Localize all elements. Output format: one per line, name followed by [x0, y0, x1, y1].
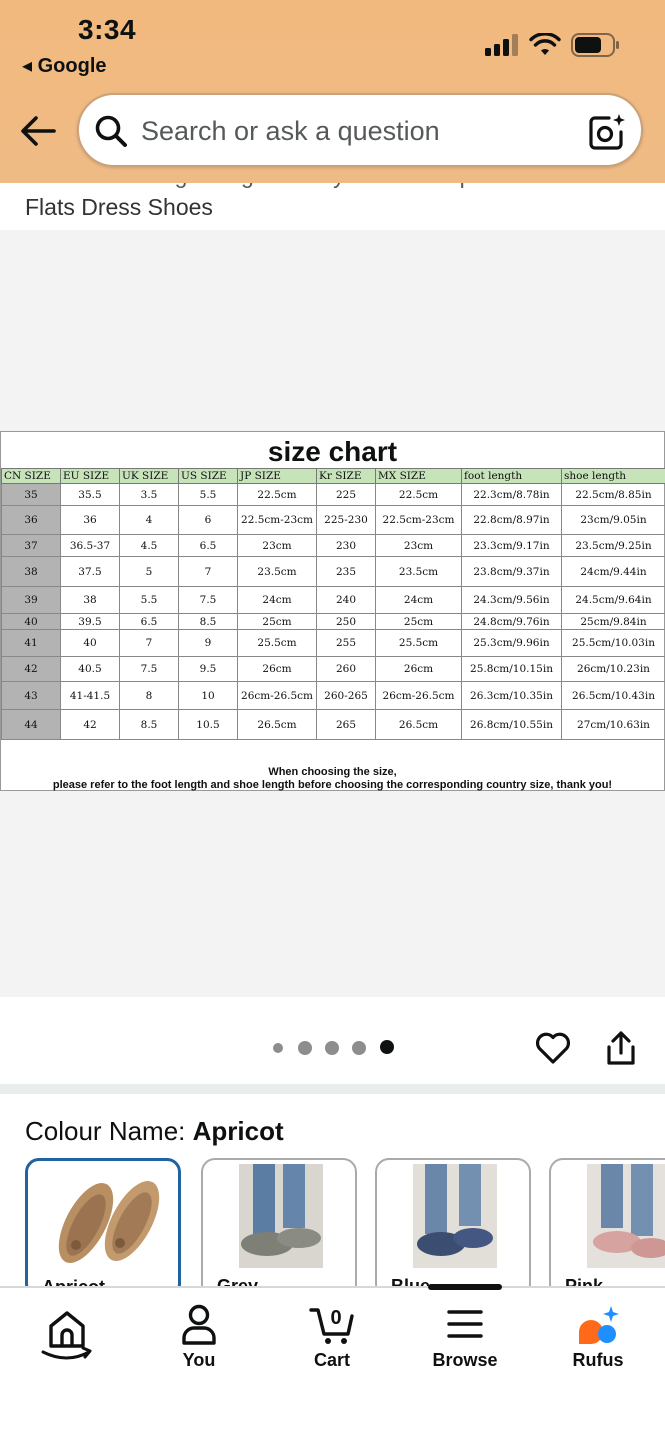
size-chart-cell: 22.8cm/8.97in: [462, 506, 562, 535]
size-chart-cell: 23.5cm: [238, 557, 317, 587]
size-chart-cell: 22.5cm/8.85in: [562, 484, 665, 506]
nav-cart[interactable]: [277, 1302, 387, 1382]
size-chart-cell: 36.5-37: [61, 535, 120, 557]
size-chart-cell: 24.3cm/9.56in: [462, 587, 562, 614]
size-chart-row: [2, 682, 665, 710]
size-chart-cell: 37: [2, 535, 61, 557]
back-to-app-link[interactable]: ◂ Google: [22, 55, 107, 77]
colour-label-prefix: Colour Name:: [25, 1116, 193, 1146]
size-chart-header-cell: JP SIZE: [238, 469, 317, 484]
size-chart-cell: 260: [317, 657, 376, 682]
size-chart-header-cell: UK SIZE: [120, 469, 179, 484]
nav-label: You: [182, 1350, 216, 1370]
size-chart-header-cell: foot length: [462, 469, 562, 484]
size-chart-cell: 23.5cm: [376, 557, 462, 587]
size-chart-cell: 22.5cm-23cm: [238, 506, 317, 535]
size-chart-row: [2, 506, 665, 535]
size-chart-cell: 7.5: [120, 657, 179, 682]
size-chart-cell: 26.5cm: [238, 710, 317, 740]
size-chart-cell: 265: [317, 710, 376, 740]
menu-icon: [443, 1302, 487, 1346]
size-chart-cell: 24.8cm/9.76in: [462, 614, 562, 630]
size-chart-cell: 42: [2, 657, 61, 682]
size-chart-cell: 255: [317, 630, 376, 657]
shoe-image: [413, 1164, 497, 1268]
size-chart-cell: 6: [179, 506, 238, 535]
shoe-image: [587, 1164, 665, 1268]
product-image-gallery[interactable]: [0, 229, 665, 997]
size-chart-header-cell: shoe length: [562, 469, 665, 484]
battery-icon: [571, 33, 621, 57]
size-chart-cell: 10.5: [179, 710, 238, 740]
size-chart-note-line-1: When choosing the size,: [268, 766, 397, 778]
size-chart-cell: 9: [179, 630, 238, 657]
cart-count: 0: [330, 1307, 342, 1329]
size-chart-cell: 5.5: [179, 484, 238, 506]
size-chart-cell: 44: [2, 710, 61, 740]
colour-swatch-pink[interactable]: [549, 1158, 665, 1298]
size-chart-cell: 240: [317, 587, 376, 614]
size-chart-cell: 6.5: [120, 614, 179, 630]
size-chart-cell: 25.5cm: [238, 630, 317, 657]
size-chart-header-row: [2, 469, 665, 484]
size-chart-cell: 6.5: [179, 535, 238, 557]
size-chart-cell: 23.3cm/9.17in: [462, 535, 562, 557]
status-time: 3:34: [78, 14, 137, 45]
size-chart-cell: 24cm: [238, 587, 317, 614]
size-chart-cell: 250: [317, 614, 376, 630]
size-chart-cell: 225-230: [317, 506, 376, 535]
tab-indicator: [428, 1284, 502, 1290]
size-chart-row: [2, 710, 665, 740]
home-icon: [37, 1302, 97, 1364]
size-chart-cell: 24.5cm/9.64in: [562, 587, 665, 614]
size-chart-cell: 230: [317, 535, 376, 557]
size-chart-row: [2, 484, 665, 506]
size-chart-cell: 40: [2, 614, 61, 630]
search-bar[interactable]: [77, 93, 643, 167]
size-chart-cell: 39.5: [61, 614, 120, 630]
size-chart-cell: 8.5: [120, 710, 179, 740]
back-app-label: Google: [37, 55, 107, 77]
size-chart-cell: 4: [120, 506, 179, 535]
size-chart-cell: 25.8cm/10.15in: [462, 657, 562, 682]
size-chart-cell: 23cm/9.05in: [562, 506, 665, 535]
size-chart-cell: 23.8cm/9.37in: [462, 557, 562, 587]
size-chart-cell: 37.5: [61, 557, 120, 587]
size-chart-cell: 26.3cm/10.35in: [462, 682, 562, 710]
colour-swatch-blue[interactable]: [375, 1158, 531, 1298]
size-chart-header-cell: EU SIZE: [61, 469, 120, 484]
size-chart-cell: 7.5: [179, 587, 238, 614]
camera-search-icon[interactable]: [587, 112, 627, 152]
size-chart-cell: 40.5: [61, 657, 120, 682]
size-chart-cell: 7: [120, 630, 179, 657]
size-chart-cell: 260-265: [317, 682, 376, 710]
size-chart-row: [2, 657, 665, 682]
size-chart-cell: 35.5: [61, 484, 120, 506]
size-chart-header-cell: US SIZE: [179, 469, 238, 484]
shoe-image: [239, 1164, 323, 1268]
status-icons: [485, 28, 621, 62]
size-chart-cell: 25cm/9.84in: [562, 614, 665, 630]
size-chart-cell: 23cm: [238, 535, 317, 557]
search-input[interactable]: [141, 111, 571, 151]
size-chart-cell: 25.3cm/9.96in: [462, 630, 562, 657]
size-chart-cell: 26cm: [238, 657, 317, 682]
header: [0, 0, 665, 183]
size-chart-cell: 42: [61, 710, 120, 740]
size-chart-cell: 22.5cm-23cm: [376, 506, 462, 535]
gallery-dot[interactable]: [298, 1041, 312, 1055]
size-chart-cell: 22.5cm: [376, 484, 462, 506]
size-chart-cell: 8.5: [179, 614, 238, 630]
size-chart-cell: 41-41.5: [61, 682, 120, 710]
size-chart-cell: 24cm/9.44in: [562, 557, 665, 587]
size-chart-row: [2, 535, 665, 557]
size-chart-cell: 4.5: [120, 535, 179, 557]
size-chart-cell: 5.5: [120, 587, 179, 614]
size-chart-cell: 27cm/10.63in: [562, 710, 665, 740]
size-chart-cell: 8: [120, 682, 179, 710]
gallery-dot[interactable]: [352, 1041, 366, 1055]
size-chart-header-cell: CN SIZE: [2, 469, 61, 484]
size-chart-cell: 39: [2, 587, 61, 614]
share-icon[interactable]: [603, 1029, 639, 1067]
size-chart-cell: 24cm: [376, 587, 462, 614]
size-chart-cell: 5: [120, 557, 179, 587]
gallery-dot[interactable]: [273, 1043, 283, 1053]
size-chart-cell: 23.5cm/9.25in: [562, 535, 665, 557]
size-chart-cell: 25cm: [376, 614, 462, 630]
signal-icon: [485, 34, 519, 56]
size-chart-table: [1, 468, 665, 740]
size-chart-cell: 38: [2, 557, 61, 587]
wifi-icon: [529, 33, 561, 57]
size-chart-cell: 26.5cm/10.43in: [562, 682, 665, 710]
size-chart-cell: 26.5cm: [376, 710, 462, 740]
size-chart-cell: 26cm: [376, 657, 462, 682]
size-chart-image: [0, 431, 665, 791]
gallery-dot[interactable]: [325, 1041, 339, 1055]
nav-browse[interactable]: [410, 1302, 520, 1382]
size-chart-cell: 36: [2, 506, 61, 535]
nav-label: Browse: [432, 1350, 498, 1370]
size-chart-cell: 22.5cm: [238, 484, 317, 506]
size-chart-note: [1, 766, 664, 792]
nav-label: Cart: [313, 1350, 350, 1370]
size-chart-cell: 23cm: [376, 535, 462, 557]
size-chart-cell: 35: [2, 484, 61, 506]
size-chart-cell: 25.5cm: [376, 630, 462, 657]
person-icon: [177, 1302, 221, 1346]
size-chart-cell: 3.5: [120, 484, 179, 506]
size-chart-row: [2, 557, 665, 587]
size-chart-row: [2, 587, 665, 614]
nav-home[interactable]: [12, 1302, 122, 1382]
size-chart-note-line-2: please refer to the foot length and shoe length before choosing the corresponding country size, thank you!: [52, 779, 613, 791]
size-chart-cell: 22.3cm/8.78in: [462, 484, 562, 506]
search-icon: [93, 113, 129, 149]
section-divider: [0, 1084, 665, 1094]
size-chart-cell: 26.8cm/10.55in: [462, 710, 562, 740]
size-chart-cell: 25.5cm/10.03in: [562, 630, 665, 657]
size-chart-cell: 9.5: [179, 657, 238, 682]
bottom-navigation: [0, 1286, 665, 1440]
colour-name-label: [25, 1116, 284, 1147]
size-chart-cell: 10: [179, 682, 238, 710]
size-chart-cell: 41: [2, 630, 61, 657]
back-arrow-icon[interactable]: [18, 108, 58, 154]
shoe-image: [48, 1165, 166, 1269]
size-chart-cell: 36: [61, 506, 120, 535]
gallery-dot-active[interactable]: [380, 1040, 394, 1054]
size-chart-row: [2, 630, 665, 657]
size-chart-cell: 235: [317, 557, 376, 587]
size-chart-cell: 7: [179, 557, 238, 587]
colour-swatch-grey[interactable]: [201, 1158, 357, 1298]
cart-icon: [308, 1302, 356, 1346]
size-chart-cell: 225: [317, 484, 376, 506]
size-chart-cell: 38: [61, 587, 120, 614]
size-chart-row: [2, 614, 665, 630]
size-chart-cell: 25cm: [238, 614, 317, 630]
size-chart-cell: 40: [61, 630, 120, 657]
size-chart-cell: 43: [2, 682, 61, 710]
selected-colour-name: Apricot: [192, 1116, 284, 1146]
size-chart-cell: 26cm-26.5cm: [376, 682, 462, 710]
nav-rufus[interactable]: [543, 1302, 653, 1382]
colour-swatch-apricot[interactable]: [25, 1158, 181, 1298]
size-chart-title: size chart: [267, 436, 398, 467]
size-chart-header-cell: Kr SIZE: [317, 469, 376, 484]
product-title-line-2: Flats Dress Shoes: [25, 194, 213, 220]
size-chart-cell: 26cm/10.23in: [562, 657, 665, 682]
rufus-icon: [575, 1302, 621, 1346]
heart-icon[interactable]: [534, 1028, 572, 1066]
nav-label: Rufus: [572, 1350, 624, 1370]
size-chart-header-cell: MX SIZE: [376, 469, 462, 484]
size-chart-cell: 26cm-26.5cm: [238, 682, 317, 710]
nav-you[interactable]: [144, 1302, 254, 1382]
